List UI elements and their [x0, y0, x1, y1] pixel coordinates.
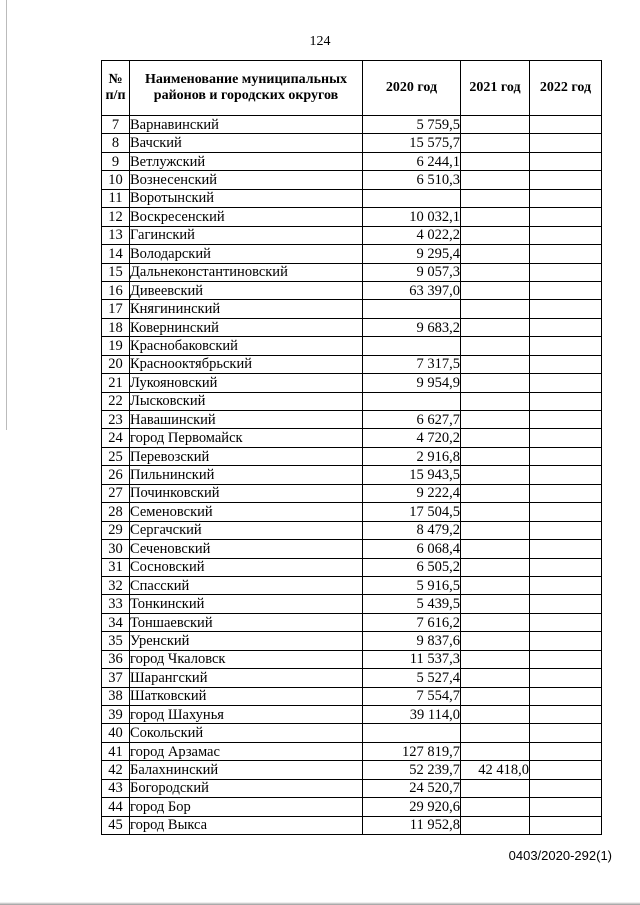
value-2021 — [461, 595, 530, 613]
header-2020: 2020 год — [363, 61, 461, 116]
district-name: город Шахунья — [130, 706, 363, 724]
district-name: Краснооктябрьский — [130, 355, 363, 373]
row-number: 12 — [102, 208, 130, 226]
district-name: Воскресенский — [130, 208, 363, 226]
row-number: 27 — [102, 484, 130, 502]
value-2021 — [461, 134, 530, 152]
row-number: 30 — [102, 540, 130, 558]
row-number: 39 — [102, 706, 130, 724]
row-number: 38 — [102, 687, 130, 705]
value-2020: 6 627,7 — [363, 411, 461, 429]
table-row — [102, 540, 602, 558]
value-2021 — [461, 779, 530, 797]
table-row — [102, 208, 602, 226]
row-number: 21 — [102, 374, 130, 392]
value-2022 — [530, 484, 602, 502]
district-name: Дальнеконстантиновский — [130, 263, 363, 281]
value-2021 — [461, 226, 530, 244]
table-row — [102, 669, 602, 687]
value-2021 — [461, 263, 530, 281]
value-2022 — [530, 724, 602, 742]
row-number: 28 — [102, 503, 130, 521]
value-2020: 9 222,4 — [363, 484, 461, 502]
value-2022 — [530, 779, 602, 797]
district-name: город Выкса — [130, 816, 363, 834]
value-2020 — [363, 724, 461, 742]
value-2021 — [461, 411, 530, 429]
value-2022 — [530, 226, 602, 244]
table-row — [102, 521, 602, 539]
value-2020: 9 837,6 — [363, 632, 461, 650]
row-number: 8 — [102, 134, 130, 152]
row-number: 26 — [102, 466, 130, 484]
value-2020: 5 759,5 — [363, 116, 461, 134]
value-2020 — [363, 392, 461, 410]
table-row — [102, 742, 602, 760]
value-2020: 11 952,8 — [363, 816, 461, 834]
value-2022 — [530, 392, 602, 410]
row-number: 36 — [102, 650, 130, 668]
row-number: 9 — [102, 152, 130, 170]
table-row — [102, 134, 602, 152]
header-2022: 2022 год — [530, 61, 602, 116]
value-2022 — [530, 540, 602, 558]
value-2020: 5 916,5 — [363, 576, 461, 594]
table-row — [102, 650, 602, 668]
district-name: Балахнинский — [130, 761, 363, 779]
value-2020: 9 683,2 — [363, 318, 461, 336]
value-2021 — [461, 613, 530, 631]
row-number: 35 — [102, 632, 130, 650]
value-2021 — [461, 632, 530, 650]
row-number: 29 — [102, 521, 130, 539]
value-2020: 24 520,7 — [363, 779, 461, 797]
table-row — [102, 152, 602, 170]
district-name: город Арзамас — [130, 742, 363, 760]
table-row — [102, 226, 602, 244]
row-number: 15 — [102, 263, 130, 281]
row-number: 31 — [102, 558, 130, 576]
row-number: 44 — [102, 798, 130, 816]
table-row — [102, 816, 602, 834]
row-number: 10 — [102, 171, 130, 189]
value-2021 — [461, 447, 530, 465]
value-2020: 6 068,4 — [363, 540, 461, 558]
table-row — [102, 484, 602, 502]
value-2022 — [530, 706, 602, 724]
value-2022 — [530, 116, 602, 134]
district-name: Сеченовский — [130, 540, 363, 558]
table-row — [102, 116, 602, 134]
table-row — [102, 281, 602, 299]
district-name: Спасский — [130, 576, 363, 594]
row-number: 25 — [102, 447, 130, 465]
table-row — [102, 706, 602, 724]
table-row — [102, 263, 602, 281]
row-number: 24 — [102, 429, 130, 447]
district-name: Ковернинский — [130, 318, 363, 336]
table-row — [102, 613, 602, 631]
district-name: Лысковский — [130, 392, 363, 410]
value-2020: 15 575,7 — [363, 134, 461, 152]
district-name: Варнавинский — [130, 116, 363, 134]
value-2020 — [363, 300, 461, 318]
value-2021 — [461, 706, 530, 724]
table-row — [102, 392, 602, 410]
table-row — [102, 632, 602, 650]
value-2022 — [530, 134, 602, 152]
value-2020: 2 916,8 — [363, 447, 461, 465]
row-number: 43 — [102, 779, 130, 797]
value-2022 — [530, 337, 602, 355]
value-2020: 52 239,7 — [363, 761, 461, 779]
value-2021 — [461, 318, 530, 336]
value-2022 — [530, 613, 602, 631]
value-2021 — [461, 116, 530, 134]
district-name: Воротынский — [130, 189, 363, 207]
value-2022 — [530, 466, 602, 484]
row-number: 11 — [102, 189, 130, 207]
row-number: 16 — [102, 281, 130, 299]
table-row — [102, 171, 602, 189]
row-number: 22 — [102, 392, 130, 410]
value-2021: 42 418,0 — [461, 761, 530, 779]
table-row — [102, 374, 602, 392]
value-2022 — [530, 632, 602, 650]
district-name: Сергачский — [130, 521, 363, 539]
district-name: Шатковский — [130, 687, 363, 705]
district-name: Гагинский — [130, 226, 363, 244]
district-name: Тонкинский — [130, 595, 363, 613]
value-2021 — [461, 152, 530, 170]
value-2021 — [461, 429, 530, 447]
table-body — [102, 116, 602, 835]
value-2020: 6 244,1 — [363, 152, 461, 170]
row-number: 20 — [102, 355, 130, 373]
value-2020: 29 920,6 — [363, 798, 461, 816]
row-number: 19 — [102, 337, 130, 355]
district-name: Сокольский — [130, 724, 363, 742]
row-number: 33 — [102, 595, 130, 613]
table-row — [102, 355, 602, 373]
district-name: Перевозский — [130, 447, 363, 465]
value-2020: 9 295,4 — [363, 245, 461, 263]
value-2022 — [530, 798, 602, 816]
value-2022 — [530, 318, 602, 336]
table-row — [102, 779, 602, 797]
value-2021 — [461, 521, 530, 539]
value-2022 — [530, 429, 602, 447]
district-name: Богородский — [130, 779, 363, 797]
value-2021 — [461, 540, 530, 558]
document-code: 0403/2020-292(1) — [508, 848, 612, 863]
value-2022 — [530, 208, 602, 226]
value-2021 — [461, 576, 530, 594]
value-2022 — [530, 669, 602, 687]
value-2022 — [530, 447, 602, 465]
header-name: Наименование муниципальных районов и городских округов — [130, 61, 363, 116]
district-name: Уренский — [130, 632, 363, 650]
district-name: город Бор — [130, 798, 363, 816]
value-2021 — [461, 300, 530, 318]
value-2020: 4 720,2 — [363, 429, 461, 447]
table-row — [102, 411, 602, 429]
row-number: 13 — [102, 226, 130, 244]
table-row — [102, 429, 602, 447]
value-2021 — [461, 503, 530, 521]
header-num: № п/п — [102, 61, 130, 116]
row-number: 41 — [102, 742, 130, 760]
value-2021 — [461, 171, 530, 189]
value-2021 — [461, 798, 530, 816]
row-number: 23 — [102, 411, 130, 429]
value-2021 — [461, 669, 530, 687]
value-2020: 5 439,5 — [363, 595, 461, 613]
district-name: Лукояновский — [130, 374, 363, 392]
table-row — [102, 300, 602, 318]
district-name: город Первомайск — [130, 429, 363, 447]
table-row — [102, 798, 602, 816]
value-2020: 5 527,4 — [363, 669, 461, 687]
value-2020: 11 537,3 — [363, 650, 461, 668]
district-name: Тоншаевский — [130, 613, 363, 631]
value-2021 — [461, 816, 530, 834]
value-2020: 6 505,2 — [363, 558, 461, 576]
table-row — [102, 687, 602, 705]
district-name: Вознесенский — [130, 171, 363, 189]
table-row — [102, 576, 602, 594]
value-2022 — [530, 263, 602, 281]
district-name: Краснобаковский — [130, 337, 363, 355]
value-2021 — [461, 558, 530, 576]
value-2022 — [530, 595, 602, 613]
value-2021 — [461, 189, 530, 207]
value-2021 — [461, 466, 530, 484]
district-name: Володарский — [130, 245, 363, 263]
value-2022 — [530, 171, 602, 189]
table-row — [102, 558, 602, 576]
value-2021 — [461, 484, 530, 502]
value-2021 — [461, 742, 530, 760]
row-number: 7 — [102, 116, 130, 134]
value-2021 — [461, 687, 530, 705]
scan-edge-line — [6, 0, 7, 430]
value-2021 — [461, 374, 530, 392]
value-2020: 6 510,3 — [363, 171, 461, 189]
table-row — [102, 189, 602, 207]
district-name: Ветлужский — [130, 152, 363, 170]
value-2022 — [530, 816, 602, 834]
value-2020: 8 479,2 — [363, 521, 461, 539]
value-2020: 9 057,3 — [363, 263, 461, 281]
value-2022 — [530, 411, 602, 429]
district-name: Семеновский — [130, 503, 363, 521]
row-number: 42 — [102, 761, 130, 779]
header-2021: 2021 год — [461, 61, 530, 116]
table-row — [102, 761, 602, 779]
row-number: 17 — [102, 300, 130, 318]
value-2020: 9 954,9 — [363, 374, 461, 392]
value-2022 — [530, 650, 602, 668]
row-number: 37 — [102, 669, 130, 687]
district-name: Дивеевский — [130, 281, 363, 299]
row-number: 34 — [102, 613, 130, 631]
table-row — [102, 595, 602, 613]
value-2022 — [530, 521, 602, 539]
value-2021 — [461, 337, 530, 355]
row-number: 45 — [102, 816, 130, 834]
value-2020: 4 022,2 — [363, 226, 461, 244]
value-2021 — [461, 208, 530, 226]
table-row — [102, 318, 602, 336]
value-2020: 7 317,5 — [363, 355, 461, 373]
value-2021 — [461, 245, 530, 263]
district-name: Сосновский — [130, 558, 363, 576]
value-2022 — [530, 374, 602, 392]
value-2022 — [530, 503, 602, 521]
page-number: 124 — [309, 34, 331, 49]
value-2020: 7 616,2 — [363, 613, 461, 631]
table-row — [102, 447, 602, 465]
value-2020: 17 504,5 — [363, 503, 461, 521]
value-2022 — [530, 189, 602, 207]
value-2020 — [363, 189, 461, 207]
district-name: Вачский — [130, 134, 363, 152]
table-row — [102, 245, 602, 263]
district-name: Пильнинский — [130, 466, 363, 484]
value-2021 — [461, 392, 530, 410]
district-name: Навашинский — [130, 411, 363, 429]
value-2020 — [363, 337, 461, 355]
value-2022 — [530, 281, 602, 299]
row-number: 40 — [102, 724, 130, 742]
row-number: 18 — [102, 318, 130, 336]
row-number: 32 — [102, 576, 130, 594]
value-2021 — [461, 355, 530, 373]
value-2020: 63 397,0 — [363, 281, 461, 299]
value-2022 — [530, 245, 602, 263]
value-2020: 7 554,7 — [363, 687, 461, 705]
value-2020: 39 114,0 — [363, 706, 461, 724]
table-row — [102, 724, 602, 742]
table-row — [102, 503, 602, 521]
table-header-row — [102, 61, 602, 116]
value-2020: 127 819,7 — [363, 742, 461, 760]
table-row — [102, 466, 602, 484]
district-name: город Чкаловск — [130, 650, 363, 668]
value-2022 — [530, 152, 602, 170]
value-2022 — [530, 576, 602, 594]
value-2022 — [530, 300, 602, 318]
district-name: Княгининский — [130, 300, 363, 318]
district-name: Шарангский — [130, 669, 363, 687]
value-2021 — [461, 650, 530, 668]
value-2022 — [530, 558, 602, 576]
value-2022 — [530, 355, 602, 373]
value-2021 — [461, 281, 530, 299]
row-number: 14 — [102, 245, 130, 263]
value-2022 — [530, 687, 602, 705]
value-2020: 15 943,5 — [363, 466, 461, 484]
district-name: Починковский — [130, 484, 363, 502]
value-2022 — [530, 761, 602, 779]
budget-table — [101, 60, 602, 835]
value-2020: 10 032,1 — [363, 208, 461, 226]
table-row — [102, 337, 602, 355]
value-2021 — [461, 724, 530, 742]
value-2022 — [530, 742, 602, 760]
